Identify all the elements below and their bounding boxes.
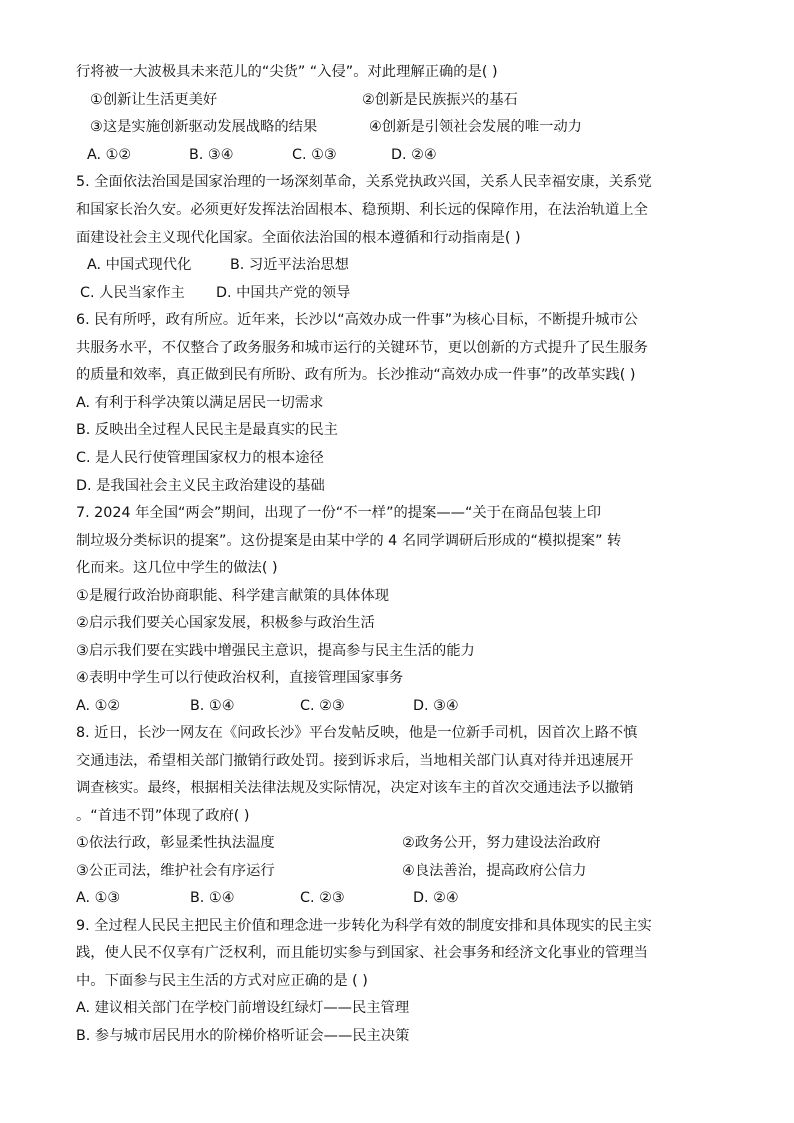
- q5-option-a[interactable]: A. 中国式现代化: [87, 257, 192, 273]
- q5-option-b[interactable]: B. 习近平法治思想: [230, 257, 349, 273]
- q7-stem-line-1: 7. 2024 年全国“两会”期间，出现了一份“不一样”的提案——“关于在商品包装上印: [76, 505, 602, 521]
- q8-statement-1: ①依法行政，彰显柔性执法温度: [76, 835, 275, 851]
- q8-statement-3: ③公正司法，维护社会有序运行: [76, 863, 275, 879]
- q7-stem-line-3: 化而来。这几位中学生的做法( ): [76, 560, 278, 576]
- q7-option-d[interactable]: D. ③④: [413, 698, 459, 714]
- q7-statement-2: ②启示我们要关心国家发展，积极参与政治生活: [76, 615, 375, 631]
- q7-option-a[interactable]: A. ①②: [76, 698, 121, 714]
- q4-statement-1: ①创新让生活更美好: [90, 92, 218, 108]
- q8-option-c[interactable]: C. ②③: [300, 890, 345, 906]
- q8-stem-line-1: 8. 近日，长沙一网友在《问政长沙》平台发帖反映，他是一位新手司机，因首次上路不慎: [76, 725, 638, 741]
- q8-stem-line-4: 。“首违不罚”体现了政府( ): [76, 808, 250, 824]
- q5-option-d[interactable]: D. 中国共产党的领导: [216, 285, 351, 301]
- q4-option-c[interactable]: C. ①③: [292, 147, 337, 163]
- q7-option-c[interactable]: C. ②③: [300, 698, 345, 714]
- q4-statement-4: ④创新是引领社会发展的唯一动力: [369, 119, 582, 135]
- q4-option-d[interactable]: D. ②④: [391, 147, 437, 163]
- q9-option-b[interactable]: B. 参与城市居民用水的阶梯价格听证会——民主决策: [76, 1028, 410, 1044]
- q9-option-a[interactable]: A. 建议相关部门在学校门前增设红绿灯——民主管理: [76, 1000, 410, 1016]
- q5-stem-line-1: 5. 全面依法治国是国家治理的一场深刻革命，关系党执政兴国，关系人民幸福安康，关系党: [76, 174, 652, 190]
- q4-statement-2: ②创新是民族振兴的基石: [362, 92, 518, 108]
- q6-stem-line-2: 共服务水平，不仅整合了政务服务和城市运行的关键环节，更以创新的方式提升了民生服务: [76, 340, 648, 356]
- q6-stem-line-1: 6. 民有所呼，政有所应。近年来，长沙以“高效办成一件事”为核心目标，不断提升城市公: [76, 312, 638, 328]
- q6-option-a[interactable]: A. 有利于科学决策以满足居民一切需求: [76, 395, 324, 411]
- q7-stem-line-2: 制垃圾分类标识的提案”。这份提案是由某中学的 4 名同学调研后形成的“模拟提案” 转: [76, 533, 622, 549]
- q5-option-c[interactable]: C. 人民当家作主: [80, 285, 185, 301]
- q4-statement-3: ③这是实施创新驱动发展战略的结果: [90, 119, 318, 135]
- q7-statement-3: ③启示我们要在实践中增强民主意识，提高参与民主生活的能力: [76, 643, 475, 659]
- q6-stem-line-3: 的质量和效率，真正做到民有所盼、政有所为。长沙推动“高效办成一件事”的改革实践( ): [76, 367, 636, 383]
- q7-statement-1: ①是履行政治协商职能、科学建言献策的具体体现: [76, 588, 390, 604]
- q4-stem-tail: 行将被一大波极具未来范儿的“尖货” “入侵”。对此理解正确的是( ): [76, 64, 498, 80]
- q8-statement-4: ④良法善治，提高政府公信力: [402, 863, 587, 879]
- q9-stem-line-1: 9. 全过程人民民主把民主价值和理念进一步转化为科学有效的制度安排和具体现实的民主实: [76, 918, 652, 934]
- q8-option-d[interactable]: D. ②④: [413, 890, 459, 906]
- q8-option-a[interactable]: A. ①③: [76, 890, 121, 906]
- q8-option-b[interactable]: B. ①④: [190, 890, 235, 906]
- q5-stem-line-3: 面建设社会主义现代化国家。全面依法治国的根本遵循和行动指南是( ): [76, 230, 521, 246]
- q8-statement-2: ②政务公开，努力建设法治政府: [402, 835, 601, 851]
- q6-option-b[interactable]: B. 反映出全过程人民民主是最真实的民主: [76, 422, 338, 438]
- q6-option-c[interactable]: C. 是人民行使管理国家权力的根本途径: [76, 450, 324, 466]
- q8-stem-line-3: 调查核实。最终，根据相关法律法规及实际情况，决定对该车主的首次交通违法予以撤销: [76, 780, 634, 796]
- q9-stem-line-2: 践，使人民不仅享有广泛权利，而且能切实参与到国家、社会事务和经济文化事业的管理当: [76, 945, 648, 961]
- q6-option-d[interactable]: D. 是我国社会主义民主政治建设的基础: [76, 478, 325, 494]
- q7-option-b[interactable]: B. ①④: [190, 698, 235, 714]
- q5-stem-line-2: 和国家长治久安。必须更好发挥法治固根本、稳预期、利长远的保障作用，在法治轨道上全: [76, 202, 648, 218]
- q4-option-a[interactable]: A. ①②: [87, 147, 132, 163]
- q4-option-b[interactable]: B. ③④: [189, 147, 234, 163]
- q7-statement-4: ④表明中学生可以行使政治权利，直接管理国家事务: [76, 670, 404, 686]
- q8-stem-line-2: 交通违法，希望相关部门撤销行政处罚。接到诉求后，当地相关部门认真对待并迅速展开: [76, 753, 634, 769]
- q9-stem-line-3: 中。下面参与民主生活的方式对应正确的是 ( ): [76, 973, 368, 989]
